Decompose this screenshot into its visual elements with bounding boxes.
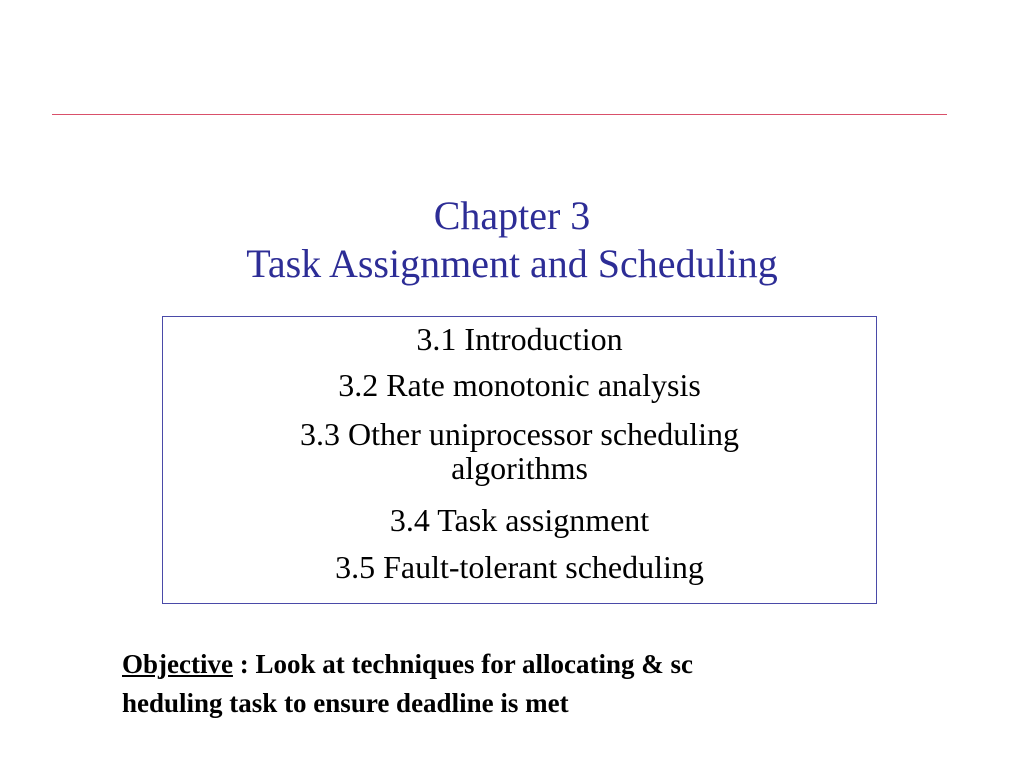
- toc-item-uniprocessor-line2: algorithms: [451, 450, 588, 486]
- toc-item-fault-tolerant: 3.5 Fault-tolerant scheduling: [335, 549, 704, 585]
- objective-line2: heduling task to ensure deadline is met: [122, 688, 569, 718]
- slide-title: [0, 192, 1024, 288]
- title-line-topic: Task Assignment and Scheduling: [246, 241, 778, 286]
- header-rule: [52, 114, 947, 115]
- objective-line1: [122, 645, 882, 684]
- objective-line1-text: : Look at techniques for allocating & sc: [232, 649, 693, 679]
- toc-item-uniprocessor-line1: 3.3 Other uniprocessor scheduling: [299, 416, 739, 452]
- toc-item-task-assignment: 3.4 Task assignment: [389, 502, 650, 538]
- toc-item-introduction: 3.1 Introduction: [416, 321, 623, 357]
- title-line-chapter: Chapter 3: [433, 193, 591, 238]
- objective-label: Objective: [122, 649, 233, 679]
- objective-text: [122, 645, 882, 723]
- toc-item-rate-monotonic: 3.2 Rate monotonic analysis: [338, 367, 701, 403]
- toc-item-uniprocessor: [163, 417, 876, 485]
- table-of-contents: [162, 316, 877, 604]
